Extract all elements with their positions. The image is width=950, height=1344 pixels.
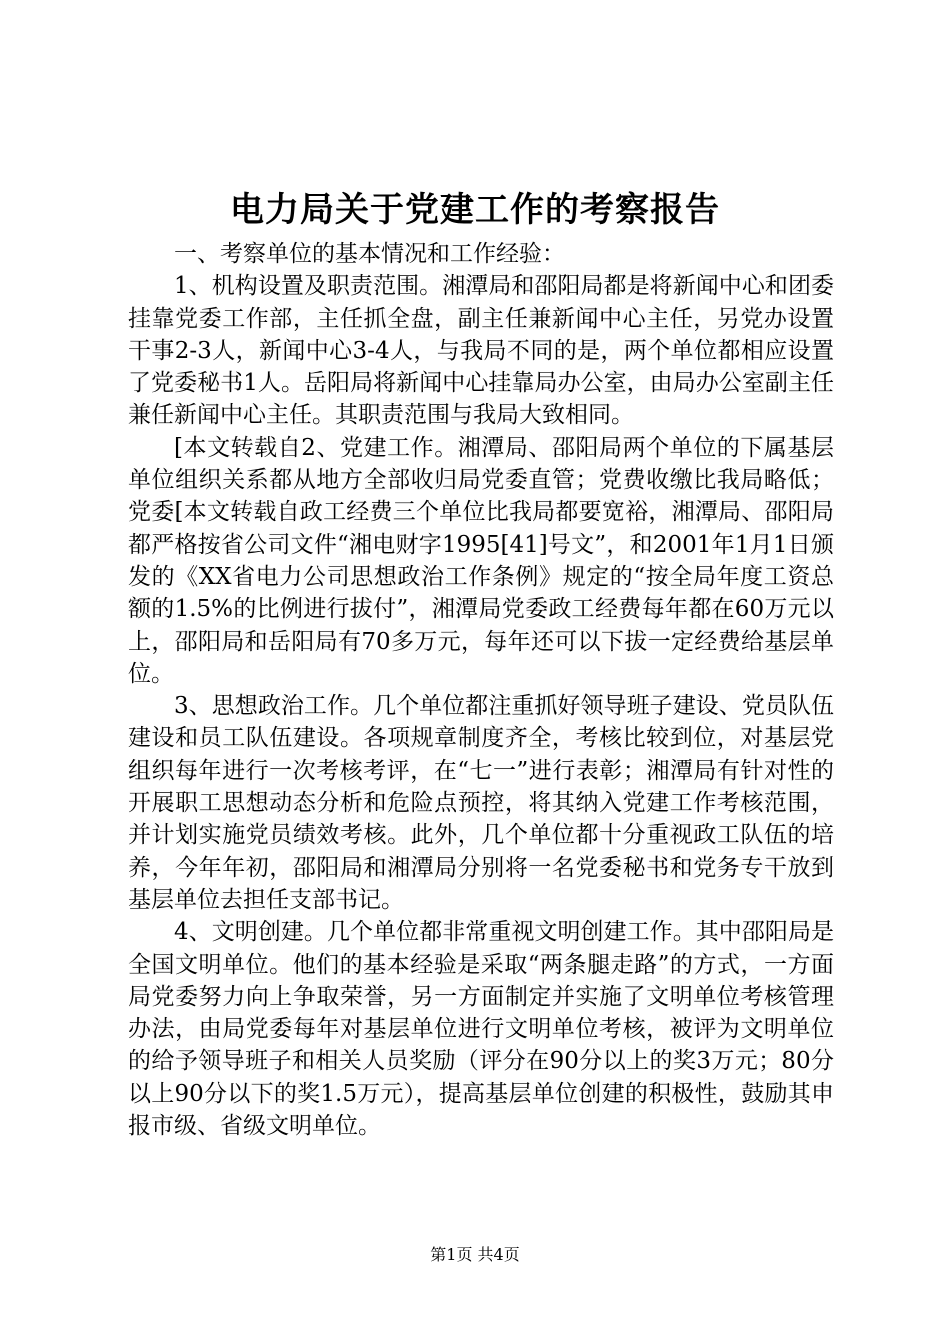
document-title: 电力局关于党建工作的考察报告: [230, 190, 720, 230]
paragraph-political-work: 3、思想政治工作。几个单位都注重抓好领导班子建设、党员队伍建设和员工队伍建设。各项规章制度齐全，考核比较到位，对基层党组织每年进行一次考核考评，在“七一”进行表彰；湘潭局有针对性的开展职工思想动态分析和危险点预控，将其纳入党建工作考核范围，并计划实施党员绩效考核。此外，几个单位都十分重视政工队伍的培养，今年年初，邵阳局和湘潭局分别将一名党委秘书和党务专干放到基层单位去担任支部书记。: [128, 693, 834, 913]
paragraph-civilization: 4、文明创建。几个单位都非常重视文明创建工作。其中邵阳局是全国文明单位。他们的基本经验是采取“两条腿走路”的方式，一方面局党委努力向上争取荣誉，另一方面制定并实施了文明单位考核管理办法，由局党委每年对基层单位进行文明单位考核，被评为文明单位的给予领导班子和相关人员奖励（评分在90分以上的奖3万元；80分以上90分以下的奖1.5万元），提高基层单位创建的积极性，鼓励其申报市级、省级文明单位。: [128, 919, 834, 1140]
document-body: [128, 238, 834, 1142]
page-number-footer: 第1页 共4页: [430, 1245, 520, 1264]
paragraph-section-heading: 一、考察单位的基本情况和工作经验：: [174, 241, 565, 267]
paragraph-organization: 1、机构设置及职责范围。湘潭局和邵阳局都是将新闻中心和团委挂靠党委工作部，主任抓全盘，副主任兼新闻中心主任，另党办设置干事2-3人，新闻中心3-4人，与我局不同的是，两个单位都相应设置了党委秘书1人。岳阳局将新闻中心挂靠局办公室，由局办公室副主任兼任新闻中心主任。其职责范围与我局大致相同。: [128, 273, 834, 429]
paragraph-party-building: [本文转载自2、党建工作。湘潭局、邵阳局两个单位的下属基层单位组织关系都从地方全部收归局党委直管；党费收缴比我局略低；党委[本文转载自政工经费三个单位比我局都要宽裕，湘潭局、邵阳局都严格按省公司文件“湘电财字1995[41]号文”，和2001年1月1日颁发的《XX省电力公司思想政治工作条例》规定的“按全局年度工资总额的1.5%的比例进行拔付”，湘潭局党委政工经费每年都在60万元以上，邵阳局和岳阳局有70多万元，每年还可以下拔一定经费给基层单位。: [128, 434, 834, 687]
